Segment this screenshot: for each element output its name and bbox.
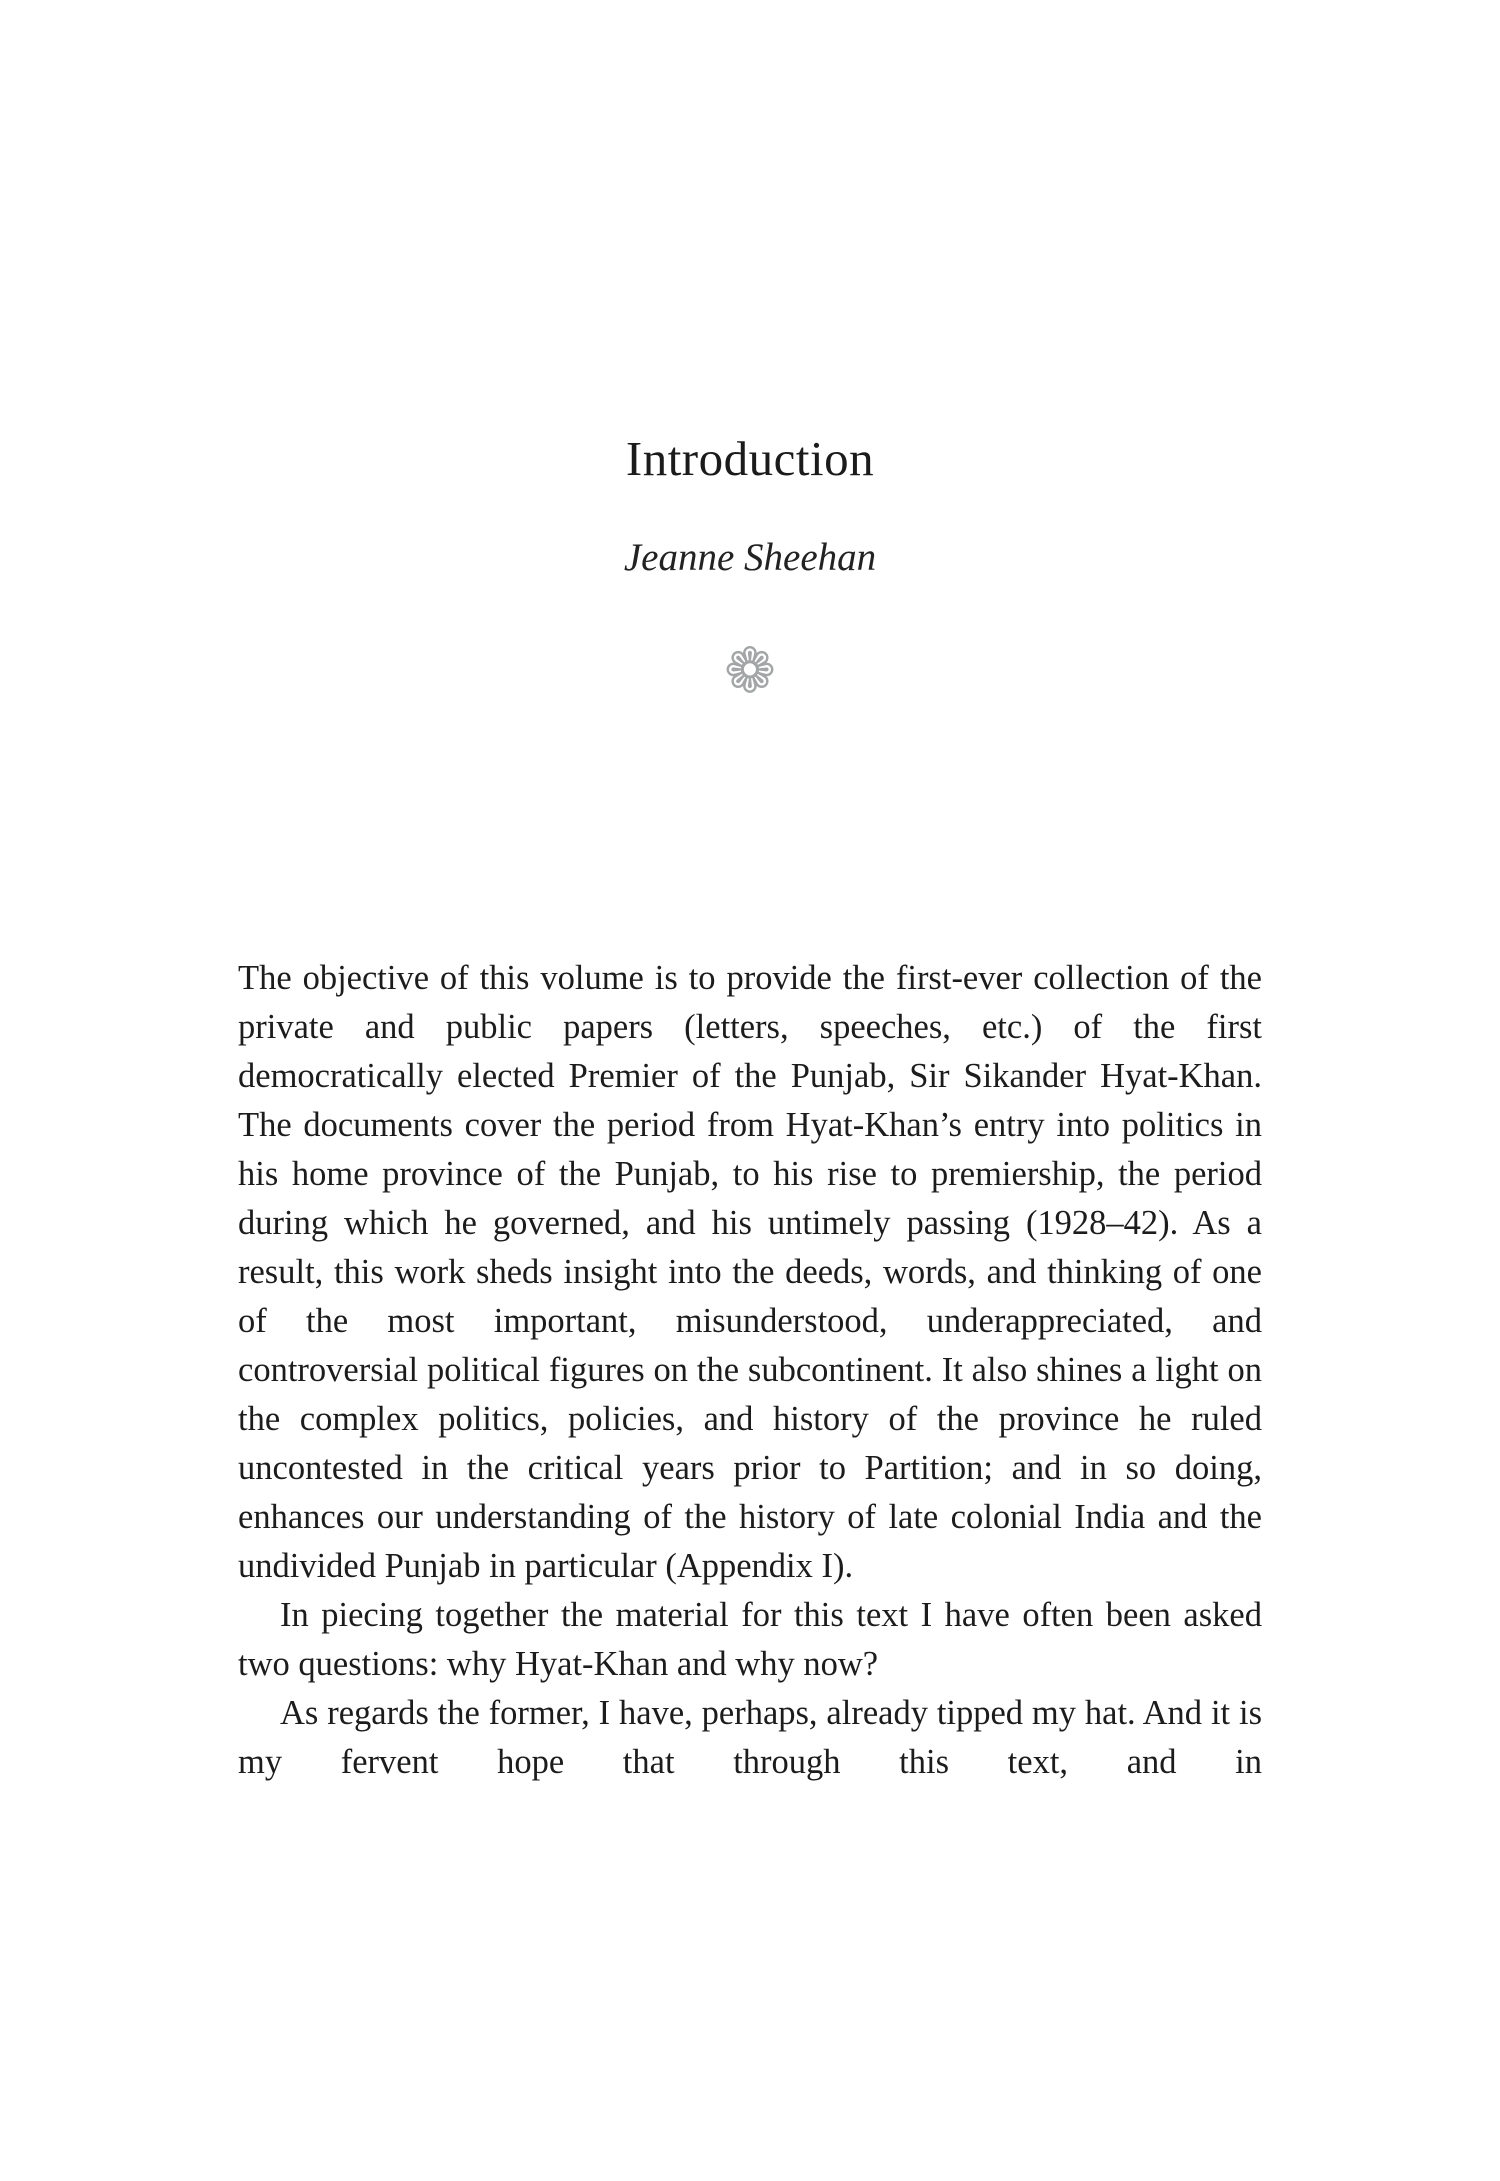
body-text [238, 954, 1262, 1787]
chapter-title: Introduction [625, 431, 875, 486]
paragraph: The objective of this volume is to provide the first-ever collection of the private and public papers (letters, speeches, etc.) of the first democratically elected Premier of the Punjab, Sir Sikander Hyat-Khan. The documents cover the period from Hyat-Khan’s entry into politics in his home province of the Punjab, to his rise to premiership, the period during which he governed, and his untimely passing (1928–42). As a result, this work sheds insight into the deeds, words, and thinking of one of the most important, misunderstood, underappreciated, and controversial political figures on the subcontinent. It also shines a light on the complex politics, policies, and history of the province he ruled uncontested in the critical years prior to Partition; and in so doing, enhances our understanding of the history of late colonial India and the undivided Punjab in particular (Appendix I). [238, 958, 1262, 1585]
author-name: Jeanne Sheehan [623, 535, 877, 579]
paragraph: In piecing together the material for this text I have often been asked two questions: why Hyat-Khan and why now? [238, 1595, 1262, 1683]
paragraph: As regards the former, I have, perhaps, already tipped my hat. And it is my fervent hope that through this text, and in [238, 1693, 1262, 1781]
flower-ornament-icon: ❁ [724, 633, 776, 707]
